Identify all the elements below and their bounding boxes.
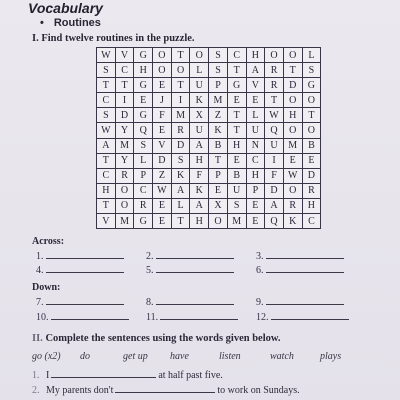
grid-cell[interactable]: E	[227, 153, 246, 168]
wordbank-item: watch	[270, 351, 294, 362]
grid-row	[97, 108, 321, 123]
grid-cell[interactable]: G	[134, 214, 153, 229]
grid-cell[interactable]: C	[134, 183, 153, 198]
subtitle-text: Routines	[53, 17, 101, 29]
grid-cell[interactable]: W	[97, 48, 116, 63]
grid-row	[97, 123, 321, 138]
grid-cell[interactable]: A	[171, 183, 190, 198]
grid-cell[interactable]: H	[246, 48, 265, 63]
grid-cell[interactable]: S	[302, 63, 321, 78]
grid-cell[interactable]: G	[134, 108, 153, 123]
grid-cell[interactable]: R	[171, 123, 190, 138]
answer-field-2[interactable]: 2.	[146, 249, 234, 262]
grid-cell[interactable]: L	[246, 108, 265, 123]
grid-row	[97, 214, 321, 229]
grid-cell[interactable]: L	[134, 153, 153, 168]
wordbank-item: have	[170, 351, 189, 362]
grid-cell[interactable]: P	[246, 183, 265, 198]
grid-row	[97, 183, 321, 198]
grid-cell[interactable]: M	[209, 93, 228, 108]
grid-cell[interactable]: C	[97, 93, 116, 108]
grid-cell[interactable]: I	[115, 93, 134, 108]
grid-cell[interactable]: B	[209, 138, 228, 153]
grid-cell[interactable]: D	[283, 78, 302, 93]
down-heading: Down:	[32, 282, 61, 293]
wordbank-item: do	[80, 351, 90, 362]
grid-cell[interactable]: Y	[115, 123, 134, 138]
grid-cell[interactable]: S	[134, 138, 153, 153]
grid-cell[interactable]: B	[302, 138, 321, 153]
grid-cell[interactable]: F	[265, 168, 284, 183]
grid-cell[interactable]: Q	[265, 214, 284, 229]
grid-cell[interactable]: A	[97, 138, 116, 153]
grid-cell[interactable]: T	[227, 63, 246, 78]
grid-cell[interactable]: H	[302, 198, 321, 213]
grid-cell[interactable]: O	[283, 123, 302, 138]
grid-cell[interactable]: O	[283, 93, 302, 108]
grid-cell[interactable]: E	[153, 123, 172, 138]
answer-field-4[interactable]: 4.	[36, 263, 124, 276]
grid-cell[interactable]: S	[209, 63, 228, 78]
grid-cell[interactable]: D	[153, 153, 172, 168]
answer-field-5[interactable]: 5.	[146, 263, 234, 276]
section-subtitle	[40, 17, 101, 29]
grid-cell[interactable]: M	[171, 108, 190, 123]
grid-row	[97, 198, 321, 213]
grid-cell[interactable]: E	[153, 214, 172, 229]
grid-cell[interactable]: D	[302, 168, 321, 183]
wordbank-item: plays	[320, 351, 342, 362]
answer-field-8[interactable]: 8.	[146, 295, 234, 308]
grid-cell[interactable]: C	[115, 63, 134, 78]
grid-cell[interactable]: K	[190, 93, 209, 108]
grid-cell[interactable]: E	[134, 93, 153, 108]
answer-field-1[interactable]: 1.	[36, 249, 124, 262]
grid-cell[interactable]: T	[171, 78, 190, 93]
grid-cell[interactable]: K	[171, 168, 190, 183]
grid-cell[interactable]: C	[227, 48, 246, 63]
grid-cell[interactable]: H	[190, 153, 209, 168]
bullet-icon: •	[40, 17, 44, 29]
grid-cell[interactable]: H	[246, 168, 265, 183]
grid-cell[interactable]: Q	[134, 123, 153, 138]
grid-cell[interactable]: X	[209, 198, 228, 213]
sentence-2: 2. My parents don't to work on Sundays.	[32, 385, 300, 396]
task-one-instruction: I. Find twelve routines in the puzzle.	[32, 33, 195, 44]
grid-cell[interactable]: O	[115, 198, 134, 213]
grid-cell[interactable]: Y	[115, 153, 134, 168]
sentence-1-blank[interactable]	[51, 368, 156, 378]
task-two-instruction: II. Complete the sentences using the words given below.	[32, 333, 281, 344]
grid-cell[interactable]: U	[265, 138, 284, 153]
wordbank-item: listen	[219, 351, 241, 362]
grid-row	[97, 63, 321, 78]
grid-cell[interactable]: V	[246, 78, 265, 93]
wordbank-item: go (x2)	[32, 351, 61, 362]
grid-row	[97, 138, 321, 153]
grid-cell[interactable]: W	[283, 168, 302, 183]
grid-cell[interactable]: O	[153, 48, 172, 63]
grid-cell[interactable]: O	[283, 48, 302, 63]
answer-field-7[interactable]: 7.	[36, 295, 124, 308]
grid-cell[interactable]: R	[302, 183, 321, 198]
grid-cell[interactable]: P	[209, 78, 228, 93]
grid-row	[97, 168, 321, 183]
sentence-2-blank[interactable]	[115, 383, 215, 393]
grid-cell[interactable]: R	[134, 198, 153, 213]
grid-cell[interactable]: C	[302, 214, 321, 229]
grid-cell[interactable]: U	[227, 183, 246, 198]
grid-cell[interactable]: F	[190, 168, 209, 183]
grid-cell[interactable]: T	[115, 78, 134, 93]
grid-cell[interactable]: G	[302, 78, 321, 93]
grid-cell[interactable]: J	[153, 93, 172, 108]
grid-cell[interactable]: E	[246, 198, 265, 213]
grid-cell[interactable]: O	[265, 48, 284, 63]
grid-cell[interactable]: N	[246, 138, 265, 153]
grid-cell[interactable]: E	[227, 93, 246, 108]
grid-cell[interactable]: E	[246, 214, 265, 229]
grid-cell[interactable]: M	[115, 138, 134, 153]
grid-cell[interactable]: T	[97, 153, 116, 168]
grid-cell[interactable]: H	[134, 63, 153, 78]
grid-cell[interactable]: T	[171, 214, 190, 229]
grid-cell[interactable]: H	[283, 108, 302, 123]
grid-cell[interactable]: H	[97, 183, 116, 198]
grid-cell[interactable]: U	[190, 123, 209, 138]
grid-cell[interactable]: A	[190, 138, 209, 153]
grid-cell[interactable]: T	[97, 78, 116, 93]
grid-cell[interactable]: Q	[265, 123, 284, 138]
answer-field-3[interactable]: 3.	[256, 249, 344, 262]
grid-cell[interactable]: O	[190, 48, 209, 63]
grid-cell[interactable]: U	[190, 78, 209, 93]
grid-cell[interactable]: A	[246, 63, 265, 78]
grid-row	[97, 93, 321, 108]
grid-cell[interactable]: A	[190, 198, 209, 213]
grid-cell[interactable]: S	[97, 108, 116, 123]
grid-cell[interactable]: U	[246, 123, 265, 138]
grid-cell[interactable]: V	[153, 138, 172, 153]
grid-cell[interactable]: T	[171, 48, 190, 63]
grid-cell[interactable]: R	[115, 168, 134, 183]
grid-cell[interactable]: E	[246, 93, 265, 108]
grid-cell[interactable]: M	[283, 138, 302, 153]
grid-cell[interactable]: G	[134, 78, 153, 93]
grid-row	[97, 48, 321, 63]
wordbank-item: get up	[123, 351, 148, 362]
grid-cell[interactable]: O	[302, 123, 321, 138]
grid-cell[interactable]: O	[302, 93, 321, 108]
grid-cell[interactable]: L	[302, 48, 321, 63]
grid-cell[interactable]: I	[265, 153, 284, 168]
answer-field-6[interactable]: 6.	[256, 263, 344, 276]
across-heading: Across:	[32, 236, 65, 247]
grid-cell[interactable]: I	[171, 93, 190, 108]
grid-cell[interactable]: T	[227, 108, 246, 123]
grid-cell[interactable]: Z	[153, 168, 172, 183]
word-search-grid[interactable]	[96, 47, 321, 229]
grid-cell[interactable]: F	[153, 108, 172, 123]
grid-row	[97, 153, 321, 168]
grid-cell[interactable]: E	[209, 183, 228, 198]
grid-cell[interactable]: B	[227, 168, 246, 183]
grid-cell[interactable]: O	[209, 214, 228, 229]
answer-field-11[interactable]: 11.	[146, 310, 238, 323]
grid-cell[interactable]: S	[97, 63, 116, 78]
grid-cell[interactable]: K	[190, 183, 209, 198]
grid-cell[interactable]: V	[115, 48, 134, 63]
grid-cell[interactable]: W	[97, 123, 116, 138]
grid-cell[interactable]: P	[209, 168, 228, 183]
grid-cell[interactable]: R	[265, 78, 284, 93]
grid-cell[interactable]: X	[190, 108, 209, 123]
grid-cell[interactable]: C	[97, 168, 116, 183]
section-title: Vocabulary	[28, 0, 103, 16]
grid-row	[97, 78, 321, 93]
grid-cell[interactable]: E	[153, 78, 172, 93]
grid-cell[interactable]: G	[227, 78, 246, 93]
grid-cell[interactable]: T	[209, 153, 228, 168]
grid-cell[interactable]: D	[171, 138, 190, 153]
answer-field-12[interactable]: 12.	[256, 310, 349, 323]
grid-cell[interactable]: T	[97, 198, 116, 213]
grid-cell[interactable]: K	[283, 214, 302, 229]
grid-cell[interactable]: O	[283, 183, 302, 198]
grid-cell[interactable]: S	[171, 153, 190, 168]
grid-cell[interactable]: H	[190, 214, 209, 229]
grid-cell[interactable]: H	[227, 138, 246, 153]
grid-cell[interactable]: S	[227, 198, 246, 213]
grid-cell[interactable]: T	[283, 63, 302, 78]
grid-cell[interactable]: C	[246, 153, 265, 168]
grid-cell[interactable]: E	[283, 153, 302, 168]
grid-cell[interactable]: T	[265, 93, 284, 108]
grid-cell[interactable]: A	[265, 198, 284, 213]
grid-cell[interactable]: L	[190, 63, 209, 78]
grid-cell[interactable]: L	[171, 198, 190, 213]
grid-cell[interactable]: K	[209, 123, 228, 138]
answer-field-9[interactable]: 9.	[256, 295, 344, 308]
grid-cell[interactable]: P	[134, 168, 153, 183]
grid-cell[interactable]: W	[153, 183, 172, 198]
grid-cell[interactable]: D	[265, 183, 284, 198]
grid-cell[interactable]: S	[209, 48, 228, 63]
grid-cell[interactable]: V	[97, 214, 116, 229]
grid-cell[interactable]: E	[302, 153, 321, 168]
answer-field-10[interactable]: 10.	[36, 310, 129, 323]
grid-cell[interactable]: T	[227, 123, 246, 138]
grid-cell[interactable]: O	[171, 63, 190, 78]
grid-cell[interactable]: M	[115, 214, 134, 229]
grid-cell[interactable]: G	[134, 48, 153, 63]
grid-cell[interactable]: O	[115, 183, 134, 198]
grid-cell[interactable]: O	[153, 63, 172, 78]
grid-cell[interactable]: R	[265, 63, 284, 78]
grid-cell[interactable]: W	[265, 108, 284, 123]
grid-cell[interactable]: Z	[209, 108, 228, 123]
grid-cell[interactable]: T	[302, 108, 321, 123]
grid-cell[interactable]: M	[227, 214, 246, 229]
sentence-1: 1. I at half past five.	[32, 370, 223, 381]
grid-cell[interactable]: R	[283, 198, 302, 213]
grid-cell[interactable]: E	[153, 198, 172, 213]
grid-cell[interactable]: D	[115, 108, 134, 123]
